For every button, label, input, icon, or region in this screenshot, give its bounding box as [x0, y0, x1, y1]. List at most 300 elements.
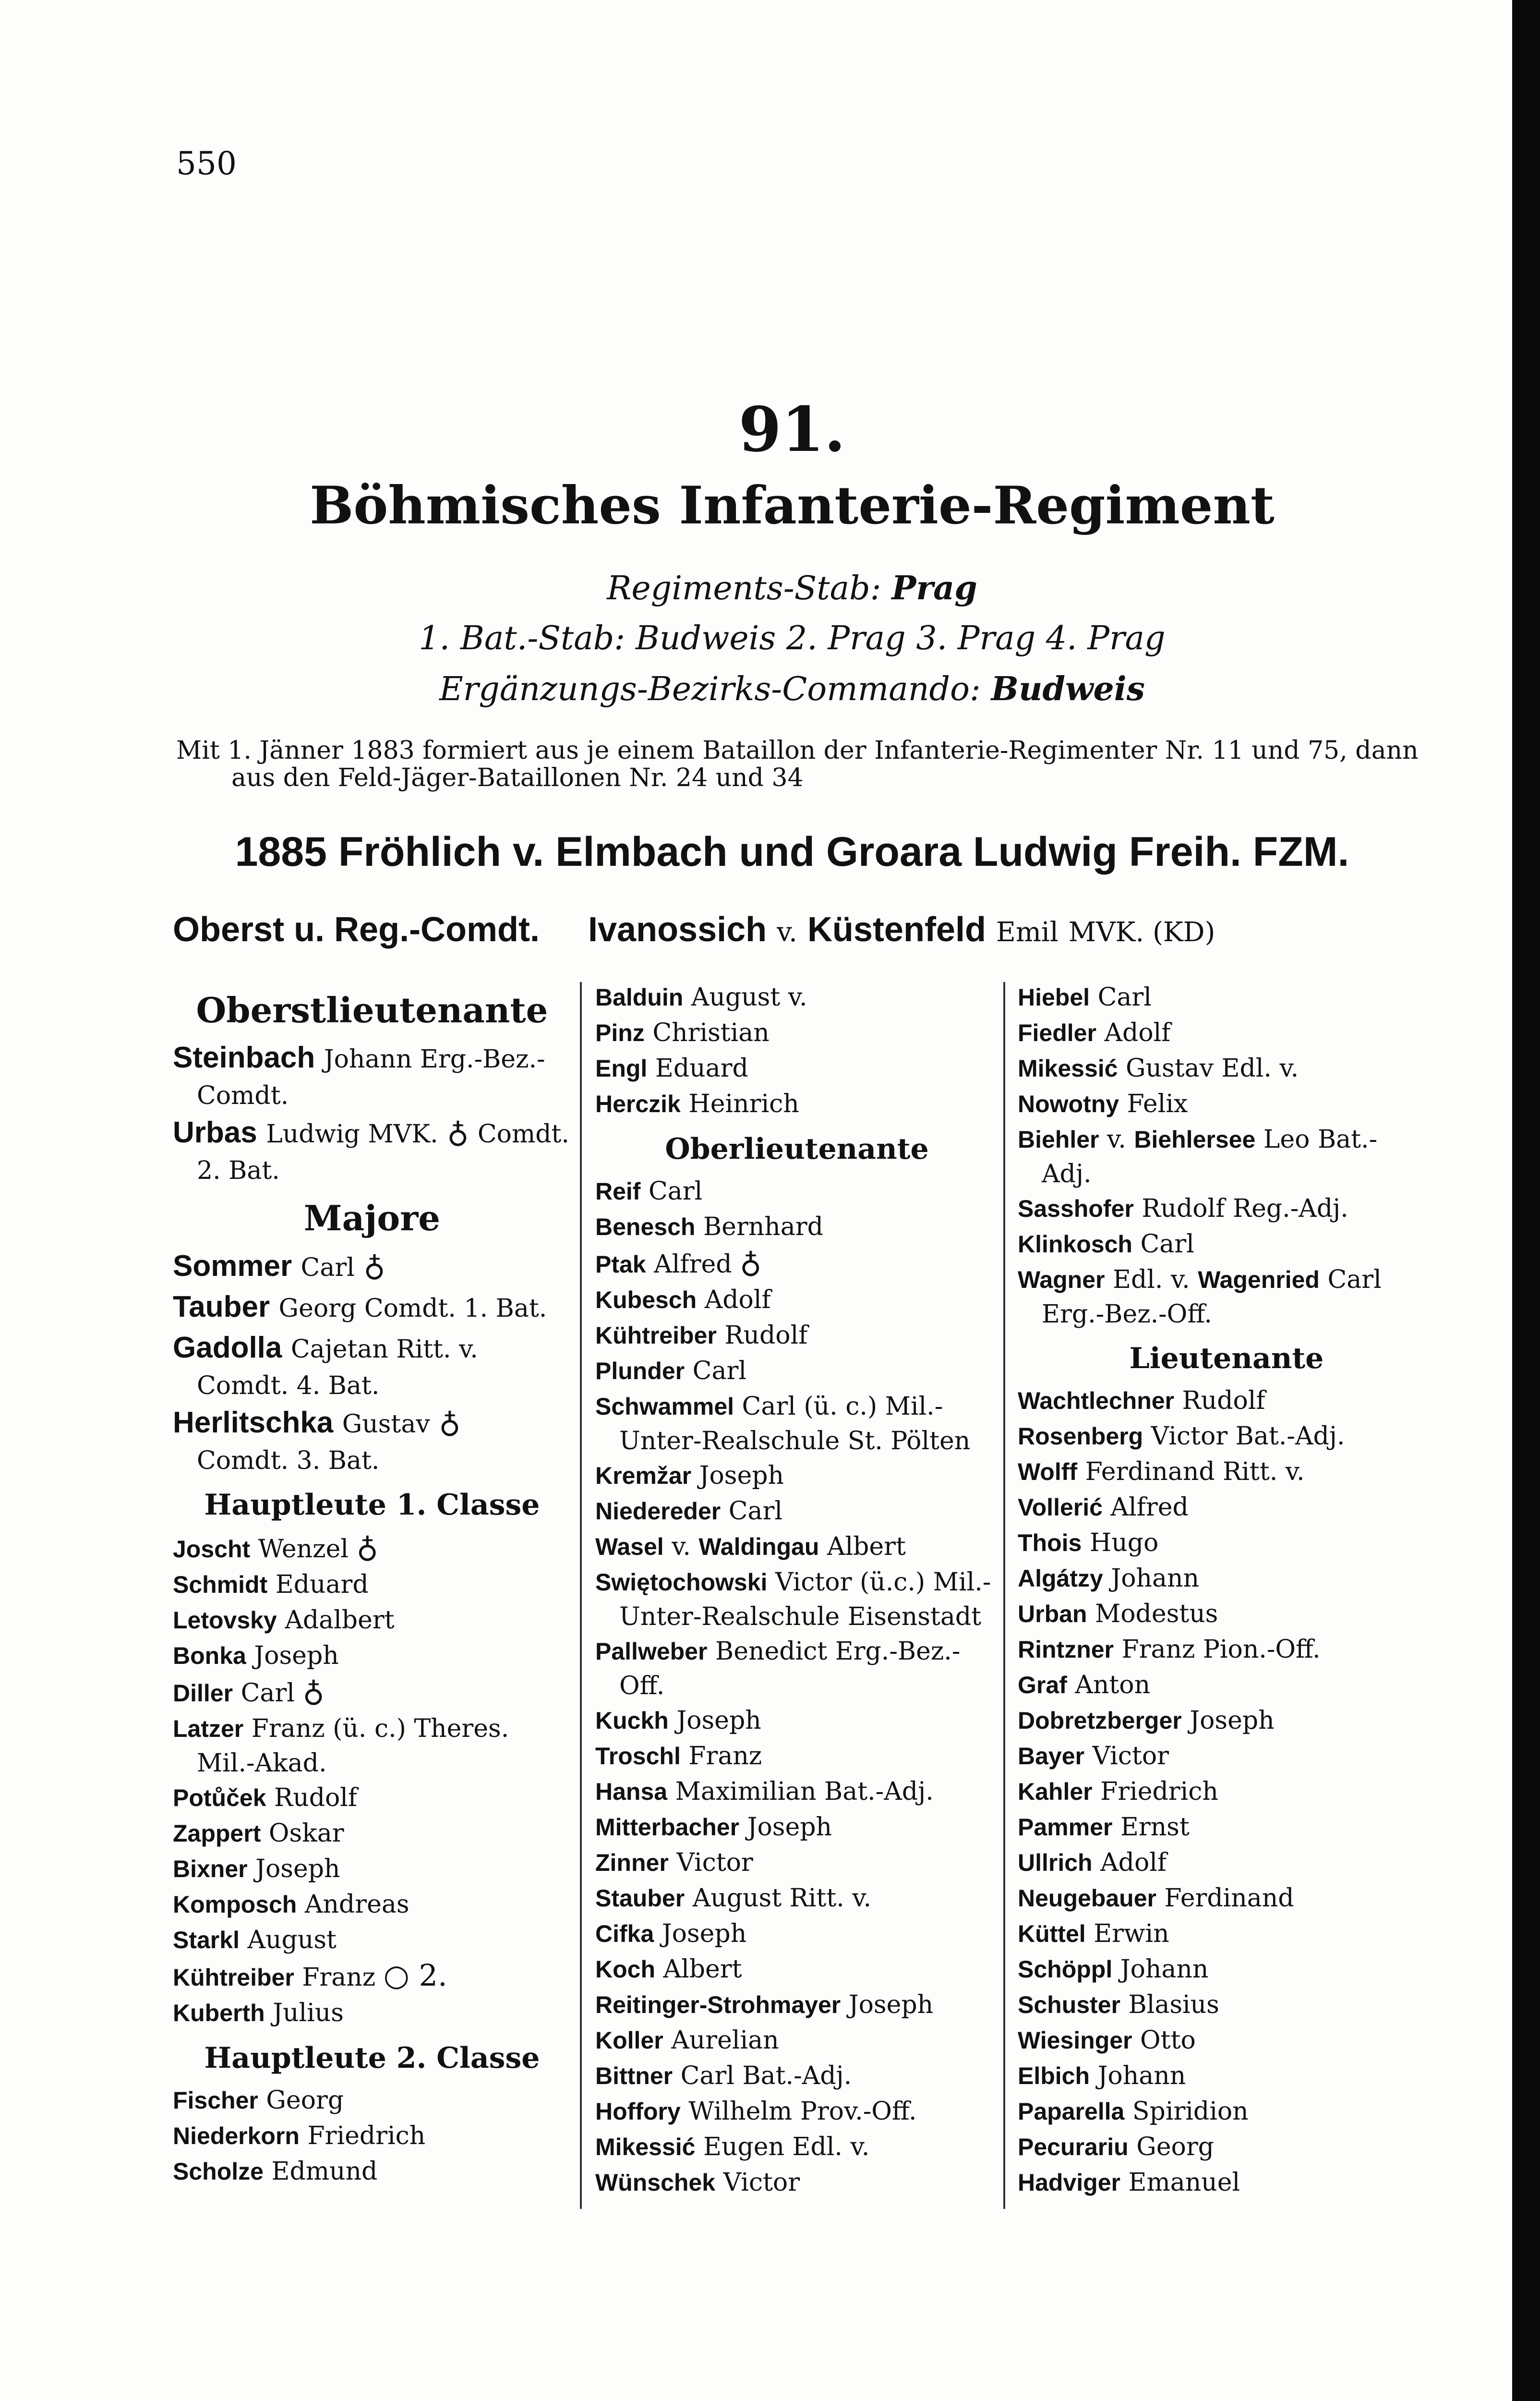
surname: Herczik: [595, 1091, 681, 1117]
list-item: [173, 1887, 571, 1922]
given-name: Leo Bat.-: [1263, 1125, 1378, 1154]
list-item: [595, 1738, 999, 1774]
given-name: Franz: [688, 1742, 762, 1770]
list-item: [595, 1880, 999, 1916]
bat-stab-line: [0, 619, 1512, 657]
surname: Herlitschka: [173, 1406, 334, 1439]
given-name: Wenzel: [258, 1535, 349, 1564]
order-icon: ♁: [356, 1529, 378, 1564]
surname: Diller: [173, 1680, 233, 1707]
given-name: Johann: [1111, 1564, 1199, 1593]
hauptleute-1-list: [173, 1529, 571, 1711]
list-item: [595, 980, 999, 1015]
list-item: [173, 1403, 571, 1444]
given-name: Felix: [1127, 1090, 1188, 1118]
list-item: [1018, 1952, 1435, 1987]
oberlieutenante-list-c: [595, 1703, 999, 2200]
surname: Wachtlechner: [1018, 1387, 1175, 1414]
list-item: [1018, 2058, 1435, 2094]
list-item: [595, 1245, 999, 1282]
given-name: August: [247, 1926, 337, 1954]
given-name: Erwin: [1094, 1919, 1169, 1948]
list-item: [173, 1851, 571, 1887]
surname: Graf: [1018, 1672, 1067, 1698]
surname: Fiedler: [1018, 1019, 1096, 1046]
oberst-line: [173, 910, 1215, 949]
given-name: Adalbert: [285, 1606, 395, 1635]
surname: Mikessić: [595, 2134, 696, 2160]
list-item: [1018, 1122, 1435, 1157]
bat-stab-2: 2. Prag: [786, 619, 906, 657]
erg-place: Budweis: [991, 670, 1145, 708]
list-item: [595, 1458, 999, 1493]
regiments-stab-line: [0, 569, 1512, 607]
list-item: [595, 1916, 999, 1952]
list-item: [1018, 1667, 1435, 1703]
given-name: Carl (ü. c.) Mil.-: [742, 1392, 943, 1421]
given-name: Joseph: [662, 1919, 747, 1948]
column-3: [1018, 980, 1435, 2200]
list-item: [173, 1602, 571, 1638]
given-name: Alfred: [1110, 1493, 1189, 1522]
surname: Algátzy: [1018, 1565, 1103, 1592]
surname: Balduin: [595, 984, 684, 1011]
given-name: Emanuel: [1128, 2168, 1240, 2197]
given-name: Eduard: [275, 1570, 369, 1599]
given-name: Wilhelm Prov.-Off.: [688, 2097, 917, 2126]
given-name: Joseph: [699, 1461, 784, 1490]
continuation: Comdt. 3. Bat.: [197, 1446, 380, 1475]
surname: Koller: [595, 2027, 663, 2054]
given-name: Ludwig MVK.: [266, 1120, 438, 1149]
surname: Letovsky: [173, 1607, 277, 1634]
surname: Komposch: [173, 1891, 297, 1918]
heading-hauptleute-2: Hauptleute 2. Classe: [204, 2041, 540, 2075]
position: Comdt.: [477, 1120, 569, 1149]
heading-lieutenante: Lieutenante: [1129, 1342, 1324, 1375]
surname: Wolff: [1018, 1458, 1078, 1485]
list-item: [595, 2058, 999, 2094]
predicate: Wagenried: [1198, 1266, 1320, 1293]
surname: Sommer: [173, 1249, 292, 1283]
heading-oberlieutenante: Oberlieutenante: [665, 1132, 929, 1166]
list-item: [1018, 1015, 1435, 1051]
given-name: Bernhard: [703, 1213, 823, 1241]
oberst-name-2: Küstenfeld: [807, 910, 986, 949]
surname: Vollerić: [1018, 1494, 1103, 1521]
surname: Hadviger: [1018, 2169, 1120, 2196]
surname: Hiebel: [1018, 984, 1090, 1011]
order-icon: ♁: [740, 1245, 762, 1280]
surname: Steinbach: [173, 1041, 315, 1074]
given-name: Friedrich: [307, 2122, 426, 2150]
list-item: [173, 1816, 571, 1851]
given-name: Franz: [302, 1963, 376, 1992]
given-name: Johann: [1097, 2061, 1186, 2090]
continuation: Mil.-Akad.: [197, 1749, 327, 1778]
surname: Latzer: [173, 1715, 244, 1742]
order-icon: ♁: [302, 1673, 325, 1709]
column-3-top-list: [1018, 980, 1435, 1122]
list-item: [1018, 1916, 1435, 1952]
list-item: [1018, 1419, 1435, 1454]
heading-oberstlieutenante: Oberstlieutenante: [196, 990, 548, 1031]
list-item: [1018, 1809, 1435, 1845]
given-name: Joseph: [747, 1813, 832, 1842]
surname: Tauber: [173, 1290, 270, 1323]
column-divider-2: [1003, 982, 1005, 2209]
list-item: [173, 1958, 571, 1995]
list-item: [1018, 1703, 1435, 1738]
continuation: Unter-Realschule St. Pölten: [619, 1427, 971, 1455]
surname: Kuberth: [173, 2000, 265, 2026]
surname: Küttel: [1018, 1920, 1086, 1947]
bat-stab-1: Budweis: [635, 619, 776, 657]
list-item: [595, 1774, 999, 1809]
surname: Schwammel: [595, 1393, 734, 1420]
given-name: Victor: [676, 1848, 753, 1877]
given-name: Rudolf Reg.-Adj.: [1142, 1194, 1348, 1223]
surname: Rosenberg: [1018, 1423, 1143, 1450]
surname: Pallweber: [595, 1638, 708, 1665]
list-item: [173, 1038, 571, 1079]
list-item: [173, 1529, 571, 1567]
list-item: [595, 1987, 999, 2023]
surname: Plunder: [595, 1358, 685, 1384]
list-item: [1018, 1845, 1435, 1880]
given-name: Carl: [649, 1177, 703, 1206]
given-name: Carl: [1327, 1265, 1382, 1294]
surname: Bittner: [595, 2062, 673, 2089]
surname: Pammer: [1018, 1814, 1113, 1841]
oberst-given: Emil: [996, 917, 1059, 948]
surname: Reif: [595, 1178, 641, 1205]
oberlieutenante-list-a: [595, 1174, 999, 1389]
list-item: [1018, 1086, 1435, 1122]
given-name: August Ritt. v.: [692, 1884, 872, 1913]
given-name: Eduard: [655, 1054, 748, 1083]
continuation: Comdt. 4. Bat.: [197, 1371, 380, 1400]
surname: Sasshofer: [1018, 1195, 1134, 1222]
stab-place: Prag: [891, 569, 977, 607]
list-item: [173, 1711, 571, 1746]
given-name: Cajetan Ritt. v.: [290, 1335, 478, 1364]
given-name-2: Albert: [827, 1532, 906, 1561]
surname: Potůček: [173, 1784, 266, 1811]
list-item: [173, 2083, 571, 2118]
given-name: Carl Bat.-Adj.: [680, 2061, 852, 2090]
continuation: Comdt.: [197, 1081, 289, 1110]
surname: Joscht: [173, 1536, 251, 1563]
list-item: [1018, 1596, 1435, 1632]
given-name: Adolf: [1100, 1848, 1167, 1877]
given-name: Georg: [266, 2086, 344, 2115]
list-item: [1018, 1561, 1435, 1596]
column-2-top-list: [595, 980, 999, 1122]
list-item: [1018, 2129, 1435, 2165]
column-divider-1: [580, 982, 582, 2209]
continuation: Unter-Realschule Eisenstadt: [619, 1602, 981, 1631]
list-item: [595, 1703, 999, 1738]
erg-label: Ergänzungs-Bezirks-Commando:: [439, 670, 981, 708]
list-item: [595, 1529, 999, 1564]
given-name: Joseph: [254, 1641, 339, 1670]
surname: Bonka: [173, 1642, 246, 1669]
list-item: [1018, 1490, 1435, 1525]
given-name: Rudolf: [1182, 1386, 1265, 1415]
surname: Rintzner: [1018, 1636, 1114, 1663]
surname: Troschl: [595, 1743, 681, 1770]
given-name: Georg Comdt. 1. Bat.: [278, 1294, 547, 1323]
order-icon: ♁: [447, 1115, 469, 1150]
surname: Reitinger-Strohmayer: [595, 1991, 841, 2018]
oberst-name: Ivanossich: [588, 910, 767, 949]
lieutenante-list: [1018, 1383, 1435, 2200]
bat-stab-3: 3. Prag: [916, 619, 1036, 657]
given-name: Franz Pion.-Off.: [1121, 1635, 1321, 1664]
surname: Niederkorn: [173, 2122, 300, 2149]
list-item: [595, 1174, 999, 1209]
list-item: [1018, 1632, 1435, 1667]
given-name: Ernst: [1120, 1813, 1190, 1842]
given-name: Friedrich: [1100, 1777, 1218, 1806]
given-name: Ferdinand Ritt. v.: [1085, 1457, 1305, 1486]
surname: Hoffory: [595, 2098, 681, 2125]
given-name: Adolf: [704, 1285, 771, 1314]
given-name: Aurelian: [671, 2026, 779, 2055]
surname: Gadolla: [173, 1331, 282, 1364]
surname: Urbas: [173, 1116, 257, 1149]
list-item: [1018, 1383, 1435, 1419]
surname: Kühtreiber: [173, 1964, 294, 1991]
list-item: [173, 2118, 571, 2154]
formation-note-line-2: aus den Feld-Jäger-Bataillonen Nr. 24 und 34: [231, 764, 804, 792]
predicate: Biehlersee: [1134, 1126, 1256, 1153]
list-item: [595, 1389, 999, 1424]
surname: Pinz: [595, 1019, 645, 1046]
given-name: Johann Erg.-Bez.-: [324, 1045, 545, 1074]
list-item: [1018, 1454, 1435, 1490]
surname: Wünschek: [595, 2169, 716, 2196]
list-item: [1018, 1774, 1435, 1809]
surname: Dobretzberger: [1018, 1707, 1182, 1734]
surname: Hansa: [595, 1778, 668, 1805]
regiment-name: Böhmisches Infanterie-Regiment: [310, 475, 1275, 536]
given-name: Carl: [728, 1497, 783, 1526]
given-name: Franz (ü. c.) Theres.: [251, 1714, 509, 1743]
given-name: Ferdinand: [1164, 1884, 1294, 1913]
surname: Stauber: [595, 1885, 685, 1912]
regiment-number: 91.: [738, 394, 846, 466]
list-item: [1018, 2023, 1435, 2058]
given-name: Albert: [663, 1955, 742, 1984]
surname: Thois: [1018, 1529, 1082, 1556]
given-name: Adolf: [1104, 1019, 1171, 1047]
surname: Mitterbacher: [595, 1814, 740, 1841]
surname: Klinkosch: [1018, 1231, 1132, 1258]
list-item: [1018, 2165, 1435, 2200]
list-item: [595, 1086, 999, 1122]
given-name: Andreas: [304, 1890, 409, 1919]
order-icon: ♁: [363, 1248, 385, 1283]
stab-label: Regiments-Stab:: [607, 570, 881, 607]
list-item: [595, 1493, 999, 1529]
list-item: [173, 1638, 571, 1673]
surname: Scholze: [173, 2158, 264, 2185]
given-name: Eugen Edl. v.: [703, 2133, 870, 2161]
given-name: Benedict Erg.-Bez.-: [715, 1637, 961, 1666]
page-number: 550: [176, 145, 237, 182]
continuation: Erg.-Bez.-Off.: [1042, 1300, 1212, 1329]
given-name: Johann: [1120, 1955, 1209, 1984]
surname: Zappert: [173, 1820, 261, 1847]
given-name: Hugo: [1089, 1528, 1159, 1557]
surname: Neugebauer: [1018, 1885, 1156, 1912]
surname: Ptak: [595, 1251, 646, 1278]
surname: Koch: [595, 1956, 655, 1983]
column-3-mid-list: [1018, 1191, 1435, 1262]
surname: Wagner: [1018, 1266, 1105, 1293]
list-item: [595, 1209, 999, 1245]
surname: Wasel: [595, 1533, 664, 1560]
column-2: [595, 980, 999, 2200]
given-name: August v.: [691, 983, 807, 1012]
list-item: [173, 1780, 571, 1816]
surname: Kubesch: [595, 1286, 697, 1313]
regiment-inhaber: 1885 Fröhlich v. Elmbach und Groara Ludwig Freih. FZM.: [235, 829, 1349, 875]
surname: Bixner: [173, 1855, 248, 1882]
surname: Swiętochowski: [595, 1569, 768, 1596]
given-name: Oskar: [268, 1819, 344, 1848]
surname: Paparella: [1018, 2098, 1125, 2125]
surname: Niedereder: [595, 1498, 721, 1525]
list-item: [173, 1922, 571, 1958]
list-item: [595, 1634, 999, 1669]
list-item: [595, 1809, 999, 1845]
given-name: Christian: [652, 1019, 770, 1047]
given-name: Gustav: [342, 1410, 430, 1439]
given-name: Carl: [1140, 1230, 1194, 1259]
list-item: [173, 1995, 571, 2031]
given-name: Carl: [1097, 983, 1152, 1012]
heading-majore: Majore: [303, 1198, 441, 1238]
given-name: Julius: [273, 1999, 344, 2027]
surname: Schmidt: [173, 1571, 268, 1598]
surname: Biehler: [1018, 1126, 1099, 1153]
given-name: Otto: [1140, 2026, 1196, 2055]
surname: Engl: [595, 1055, 648, 1082]
surname: Starkl: [173, 1927, 240, 1953]
list-item: [595, 1282, 999, 1318]
list-item: [1018, 1191, 1435, 1226]
particle: v.: [1107, 1125, 1126, 1154]
surname: Mikessić: [1018, 1055, 1118, 1082]
continuation: Off.: [619, 1672, 665, 1700]
surname: Zinner: [595, 1849, 669, 1876]
bat-stab-4: 4. Prag: [1046, 619, 1166, 657]
list-item: [173, 1287, 571, 1328]
given-name: Anton: [1075, 1671, 1151, 1699]
given-name: Victor (ü.c.) Mil.-: [775, 1568, 991, 1597]
given-name: Georg: [1136, 2133, 1214, 2161]
list-item: [595, 1952, 999, 1987]
list-item: [173, 1113, 571, 1154]
surname: Fischer: [173, 2087, 258, 2114]
list-item: [595, 1845, 999, 1880]
list-item: [1018, 2094, 1435, 2129]
given-name: Carl: [692, 1357, 746, 1385]
given-name: Joseph: [1190, 1706, 1275, 1735]
given-name: Blasius: [1128, 1990, 1219, 2019]
given-name: Victor: [723, 2168, 800, 2197]
hauptleute-1-list-b: [173, 1780, 571, 2031]
list-item: [595, 2023, 999, 2058]
given-name: Maximilian Bat.-Adj.: [675, 1777, 934, 1806]
bat-stab-label: 1. Bat.-Stab:: [419, 619, 626, 657]
list-item: [1018, 980, 1435, 1015]
given-name: Alfred: [654, 1250, 732, 1279]
given-name: Victor: [1092, 1742, 1169, 1770]
surname: Ullrich: [1018, 1849, 1093, 1876]
surname: Urban: [1018, 1601, 1087, 1627]
heading-hauptleute-1: Hauptleute 1. Classe: [204, 1488, 540, 1522]
list-item: [1018, 1738, 1435, 1774]
oberst-rank: Oberst u. Reg.-Comdt.: [173, 910, 540, 949]
given-name: Spiridion: [1132, 2097, 1249, 2126]
list-item: [595, 2165, 999, 2200]
list-item: [595, 1353, 999, 1389]
formation-note-line-1: Mit 1. Jänner 1883 formiert aus je einem Bataillon der Infanterie-Regimenter Nr. 11 und 75, dann: [176, 736, 1419, 765]
given-name: Rudolf: [724, 1321, 808, 1350]
list-item: [1018, 1051, 1435, 1086]
continuation: Adj.: [1042, 1160, 1092, 1188]
surname: Wiesinger: [1018, 2027, 1132, 2054]
surname: Elbich: [1018, 2062, 1090, 2089]
surname: Kuckh: [595, 1707, 669, 1734]
given-name: Joseph: [676, 1706, 761, 1735]
particle: Edl. v.: [1113, 1265, 1190, 1294]
oberst-extra: MVK. (KD): [1068, 917, 1215, 948]
surname: Bayer: [1018, 1743, 1084, 1770]
surname: Benesch: [595, 1213, 696, 1240]
hauptleute-2-list: [173, 2083, 571, 2189]
list-item: [595, 2129, 999, 2165]
list-item: [595, 1015, 999, 1051]
order-icon: ♁: [439, 1405, 461, 1440]
surname: Pecurariu: [1018, 2134, 1129, 2160]
surname: Schuster: [1018, 1991, 1120, 2018]
predicate: Waldingau: [698, 1533, 819, 1560]
oberlieutenante-list-b: [595, 1458, 999, 1564]
list-item: [173, 1673, 571, 1711]
given-name: Carl: [301, 1253, 355, 1282]
list-item: [595, 1318, 999, 1353]
given-name: Joseph: [848, 1990, 934, 2019]
given-name: v.: [672, 1532, 691, 1561]
surname: Nowotny: [1018, 1091, 1119, 1117]
given-name: Edmund: [271, 2157, 378, 2186]
surname: Cifka: [595, 1920, 654, 1947]
surname: Schöppl: [1018, 1956, 1113, 1983]
list-item: [173, 1246, 571, 1287]
list-item: [595, 1564, 999, 1600]
oberst-von: v.: [777, 917, 797, 948]
surname: Kremžar: [595, 1462, 692, 1489]
list-item: [1018, 1226, 1435, 1262]
column-1: [173, 980, 571, 2189]
given-name: Victor Bat.-Adj.: [1151, 1422, 1345, 1451]
list-item: [595, 2094, 999, 2129]
